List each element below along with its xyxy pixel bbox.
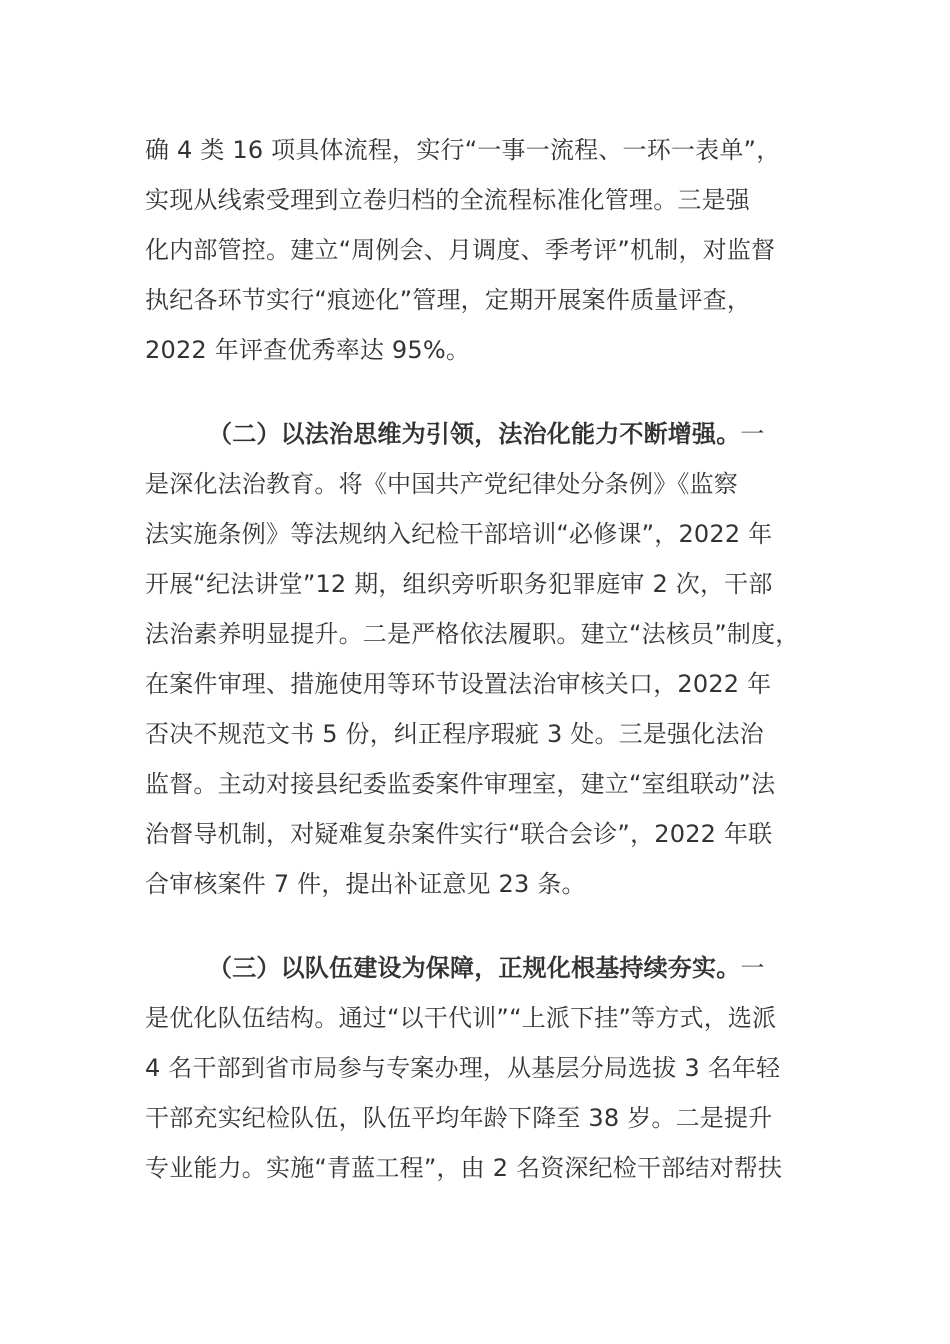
paragraph-3-line-4: 专业能力。实施“青蓝工程”，由 2 名资深纪检干部结对帮扶 <box>145 1154 783 1182</box>
paragraph-2-line-8: 治督导机制，对疑难复杂案件实行“联合会诊”，2022 年联 <box>145 820 773 848</box>
paragraph-3-first-line-rest: 一 <box>740 954 765 982</box>
paragraph-3-line-2: 4 名干部到省市局参与专案办理，从基层分局选拔 3 名年轻 <box>145 1054 781 1082</box>
paragraph-2-line-2: 法实施条例》等法规纳入纪检干部培训“必修课”，2022 年 <box>145 520 773 548</box>
paragraph-2-line-3: 开展“纪法讲堂”12 期，组织旁听职务犯罪庭审 2 次，干部 <box>145 570 773 598</box>
section-heading-3: （三）以队伍建设为保障，正规化根基持续夯实。 <box>208 954 741 982</box>
paragraph-1-line-4: 执纪各环节实行“痕迹化”管理，定期开展案件质量评查， <box>145 286 752 314</box>
paragraph-1-line-2: 实现从线索受理到立卷归档的全流程标准化管理。三是强 <box>145 186 750 214</box>
paragraph-3-line-3: 干部充实纪检队伍，队伍平均年龄下降至 38 岁。二是提升 <box>145 1104 773 1132</box>
paragraph-1-line-3: 化内部管控。建立“周例会、月调度、季考评”机制，对监督 <box>145 236 776 264</box>
paragraph-1-line-1: 确 4 类 16 项具体流程，实行“一事一流程、一环一表单”， <box>145 136 781 164</box>
paragraph-2-line-5: 在案件审理、措施使用等环节设置法治审核关口，2022 年 <box>145 670 772 698</box>
paragraph-3-first-line <box>208 952 765 984</box>
section-heading-2: （二）以法治思维为引领，法治化能力不断增强。 <box>208 420 741 448</box>
paragraph-1-line-5: 2022 年评查优秀率达 95%。 <box>145 336 471 364</box>
paragraph-2-first-line-rest: 一 <box>740 420 765 448</box>
paragraph-2-line-4: 法治素养明显提升。二是严格依法履职。建立“法核员”制度， <box>145 620 800 648</box>
paragraph-2-line-6: 否决不规范文书 5 份，纠正程序瑕疵 3 处。三是强化法治 <box>145 720 764 748</box>
paragraph-3-line-1: 是优化队伍结构。通过“以干代训”“上派下挂”等方式，选派 <box>145 1004 777 1032</box>
paragraph-2-first-line <box>208 418 765 450</box>
paragraph-2-line-7: 监督。主动对接县纪委监委案件审理室，建立“室组联动”法 <box>145 770 776 798</box>
paragraph-2-line-9: 合审核案件 7 件，提出补证意见 23 条。 <box>145 870 586 898</box>
paragraph-2-line-1: 是深化法治教育。将《中国共产党纪律处分条例》《监察 <box>145 470 738 498</box>
